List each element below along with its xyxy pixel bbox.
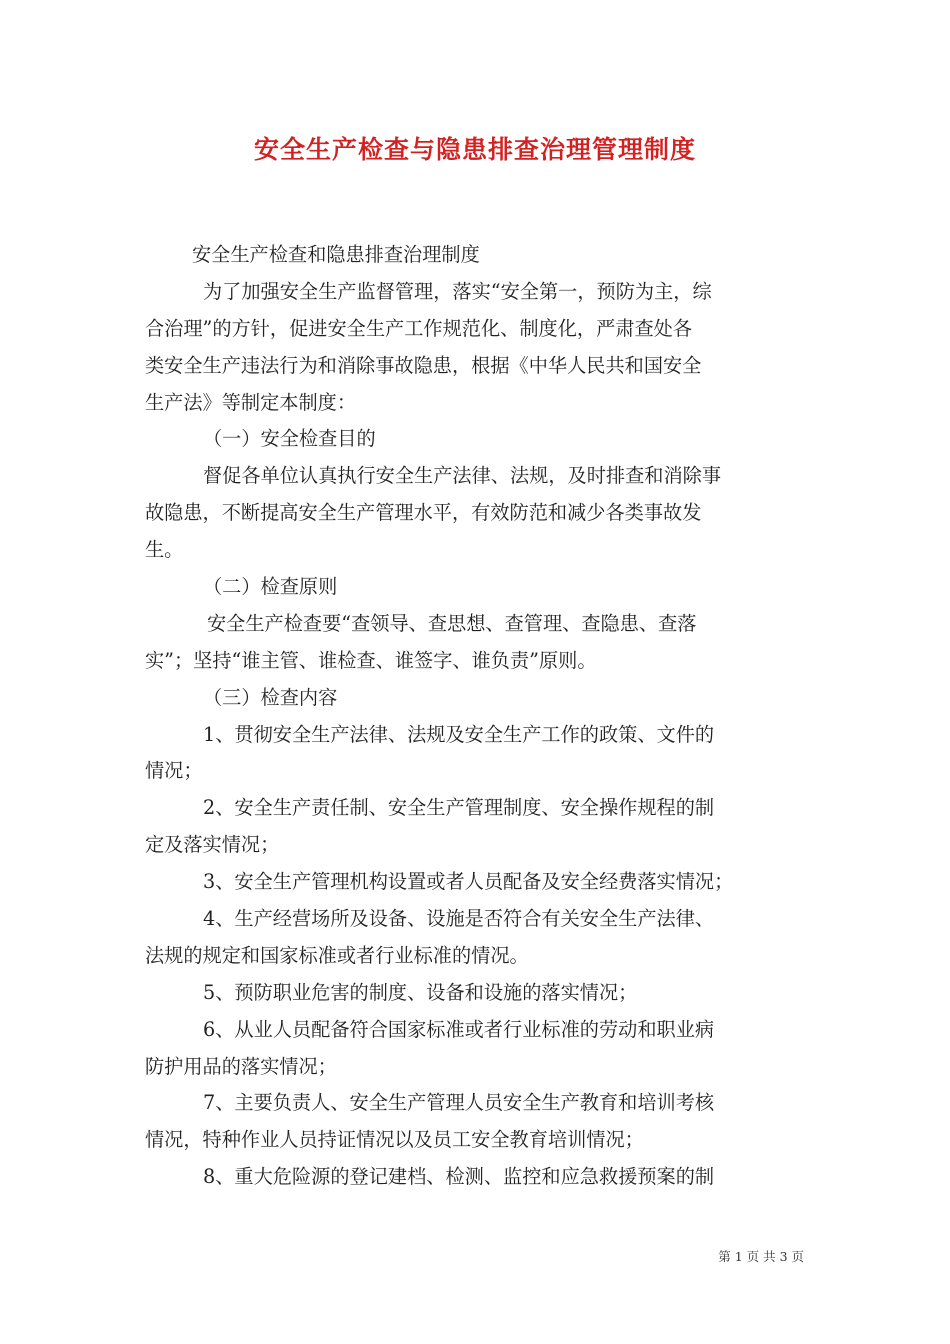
text-line: 为了加强安全生产监督管理，落实“安全第一，预防为主，综	[203, 279, 712, 303]
text-line: 1、贯彻安全生产法律、法规及安全生产工作的政策、文件的	[203, 722, 715, 746]
text-line: 4、生产经营场所及设备、设施是否符合有关安全生产法律、	[203, 907, 715, 931]
text-line: 合治理”的方针，促进安全生产工作规范化、制度化，严肃查处各	[145, 316, 693, 340]
page-number: 第 1 页 共 3 页	[718, 1249, 804, 1264]
text-line: 情况，特种作业人员持证情况以及员工安全教育培训情况；	[145, 1128, 644, 1152]
text-line: 故隐患，不断提高安全生产管理水平，有效防范和减少各类事故发	[145, 501, 702, 525]
text-line: 实”；坚持“谁主管、谁检查、谁签字、谁负责”原则。	[145, 648, 597, 672]
text-line: 生。	[145, 538, 184, 562]
text-line: 5、预防职业危害的制度、设备和设施的落实情况；	[203, 980, 638, 1004]
text-line: 3、安全生产管理机构设置或者人员配备及安全经费落实情况；	[203, 870, 734, 894]
text-line: 安全生产检查要“查领导、查思想、查管理、查隐患、查落	[207, 611, 697, 635]
document-body	[145, 237, 807, 1196]
text-line: 类安全生产违法行为和消除事故隐患，根据《中华人民共和国安全	[145, 353, 702, 377]
text-line: 防护用品的落实情况；	[145, 1054, 337, 1078]
text-line: 安全生产检查和隐患排查治理制度	[192, 243, 480, 266]
text-line: （三）检查内容	[203, 685, 338, 709]
document-title: 安全生产检查与隐患排查治理管理制度	[253, 135, 696, 164]
text-line: 情况；	[145, 759, 203, 783]
text-line: 法规的规定和国家标准或者行业标准的情况。	[145, 943, 529, 967]
text-line: （一）安全检查目的	[203, 427, 376, 451]
text-line: 8、重大危险源的登记建档、检测、监控和应急救援预案的制	[203, 1165, 715, 1189]
text-line: 生产法》等制定本制度：	[145, 390, 357, 414]
text-line: 7、主要负责人、安全生产管理人员安全生产教育和培训考核	[203, 1091, 715, 1115]
text-line: （二）检查原则	[203, 575, 338, 599]
text-line: 2、安全生产责任制、安全生产管理制度、安全操作规程的制	[203, 796, 715, 820]
text-line: 督促各单位认真执行安全生产法律、法规，及时排查和消除事	[203, 464, 722, 488]
text-line: 6、从业人员配备符合国家标准或者行业标准的劳动和职业病	[203, 1017, 715, 1041]
text-line: 定及落实情况；	[145, 833, 280, 857]
